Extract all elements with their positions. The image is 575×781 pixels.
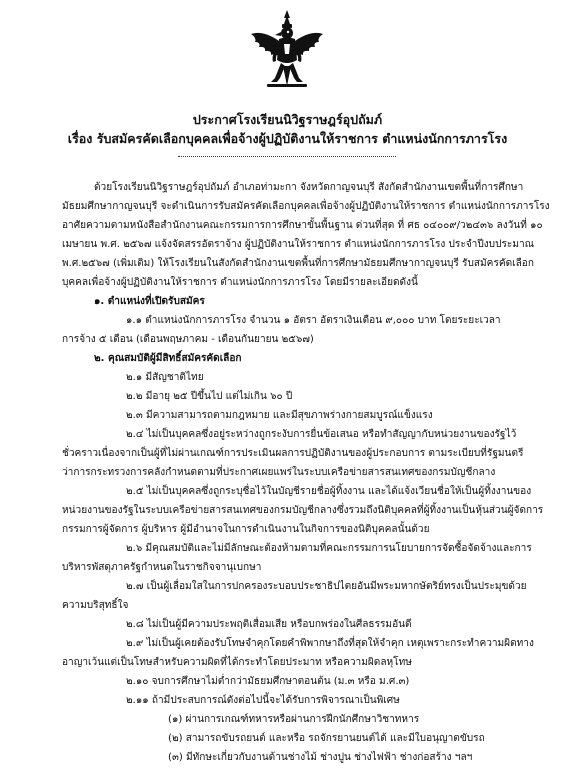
body-line: ๑.๑ ตำแหน่งนักการภารโรง จำนวน ๑ อัตรา อัตราเงินเดือน ๙,๐๐๐ บาท โดยระยะเวลา [126, 315, 501, 326]
body-line: ชั่วคราวเนื่องจากเป็นผู้ที่ไม่ผ่านเกณฑ์การประเมินผลการปฏิบัติงานของผู้ประกอบการ ตามระเบียบที่รัฐมนตรี [62, 448, 524, 459]
body-line: มัธยมศึกษากาญจนบุรี จะดำเนินการรับสมัครคัดเลือกบุคคลเพื่อจ้างผู้ปฏิบัติงานให้ราชการ ตำแหน่งนักการภารโรง [62, 201, 550, 212]
body-line: ๒.๑๑ ถ้ามีประสบการณ์ดังต่อไปนี้จะได้รับการพิจารณาเป็นพิเศษ [126, 695, 400, 706]
body-line: ๒.๓ มีความสามารถตามกฎหมาย และมีสุขภาพร่างกายสมบูรณ์แข็งแรง [126, 410, 433, 421]
title-divider [178, 156, 396, 157]
body-line: ๒.๙ ไม่เป็นผู้เคยต้องรับโทษจำคุกโดยคำพิพากษาถึงที่สุดให้จำคุก เหตุเพราะกระทำความผิดทาง [126, 638, 534, 649]
body-line: ๒.๒ มีอายุ ๒๕ ปีขึ้นไป แต่ไม่เกิน ๖๐ ปี [126, 391, 293, 402]
body-line: อาญาเว้นแต่เป็นโทษสำหรับความผิดที่ได้กระทำโดยประมาท หรือความผิดลหุโทษ [62, 657, 412, 668]
announcement-title: ประกาศโรงเรียนนิวิฐราษฎร์อุปถัมภ์ [192, 112, 383, 127]
body-line: ๒.๑ มีสัญชาติไทย [126, 372, 204, 383]
body-line: ๒.๘ ไม่เป็นผู้มีความประพฤติเสื่อมเสีย หรือบกพร่องในศีลธรรมอันดี [126, 619, 412, 630]
body-line: เมษายน พ.ศ. ๒๕๖๗ แจ้งจัดสรรอัตราจ้าง ผู้ปฏิบัติงานให้ราชการ ตำแหน่งนักการภารโรง ประจำปีงบประมาณ [62, 239, 535, 250]
body-line: ๒.๑๐ จบการศึกษาไม่ต่ำกว่ามัธยมศึกษาตอนต้น (ม.๓ หรือ ม.ศ.๓) [126, 676, 410, 687]
garuda-emblem-icon [247, 8, 327, 90]
body-line: หน่วยงานของรัฐในระบบเครือข่ายสารสนเทศของกรมบัญชีกลางซึ่งรวมถึงนิติบุคคลที่ผู้ทิ้งงานเป็นหุ้นส่วนผู้จัดการ [62, 505, 544, 516]
body-line: บุคคลเพื่อจ้างผู้ปฏิบัติงานให้ราชการ ตำแหน่งนักการภารโรง โดยมีรายละเอียดดังนี้ [62, 277, 418, 288]
body-line: ด้วยโรงเรียนนิวิฐราษฎร์อุปถัมภ์ อำเภอท่ามะกา จังหวัดกาญจนบุรี สังกัดสำนักงานเขตพื้นที่การศึกษา [94, 182, 524, 193]
section-heading: ๒. คุณสมบัติผู้มีสิทธิ์สมัครคัดเลือก [94, 353, 242, 364]
section-heading: ๑. ตำแหน่งที่เปิดรับสมัคร [94, 296, 205, 307]
body-line: ๒.๗ เป็นผู้เลื่อมใสในการปกครองระบอบประชาธิปไตยอันมีพระมหากษัตริย์ทรงเป็นประมุขด้วย [126, 581, 527, 592]
body-line: ความบริสุทธิ์ใจ [62, 600, 129, 611]
body-line: ว่าการกระทรวงการคลังกำหนดตามที่ประกาศเผยแพร่ในระบบเครือข่ายสารสนเทศของกรมบัญชีกลาง [62, 467, 496, 478]
body-line: (๒) สามารถขับรถยนต์ และหรือ รถจักรยานยนต์ได้ และมีใบอนุญาตขับรถ [168, 733, 485, 744]
body-line: พ.ศ.๒๕๖๗ (เพิ่มเติม) ให้โรงเรียนในสังกัดสำนักงานเขตพื้นที่การศึกษามัธยมศึกษากาญจนบุรี รับสมัครคัดเลือก [62, 258, 534, 269]
body-line: อาศัยความตามหนังสือสำนักงานคณะกรรมการการศึกษาขั้นพื้นฐาน ด่วนที่สุด ที่ ศธ ๐๔๐๐๙/ว๒๔๓๖ ลงวันที่ ๑๐ [62, 220, 543, 231]
body-line: การจ้าง ๕ เดือน (เดือนพฤษภาคม - เดือนกันยายน ๒๕๖๗) [62, 334, 314, 345]
body-line: (๓) มีทักษะเกี่ยวกับงานด้านช่างไม้ ช่างปูน ช่างไฟฟ้า ช่างก่อสร้าง ฯลฯ [168, 752, 473, 763]
body-line: ๒.๖ มีคุณสมบัติและไม่มีลักษณะต้องห้ามตามที่คณะกรรมการนโยบายการจัดซื้อจัดจ้างและการ [126, 543, 532, 554]
body-line: ๒.๔ ไม่เป็นบุคคลซึ่งอยู่ระหว่างถูกระงับการยื่นข้อเสนอ หรือทำสัญญากับหน่วยงานของรัฐไว้ [126, 429, 517, 440]
body-line: บริหารพัสดุภาครัฐกำหนดในราชกิจจานุเบกษา [62, 562, 262, 573]
body-line: (๑) ผ่านการเกณฑ์ทหารหรือผ่านการฝึกนักศึกษาวิชาทหาร [168, 714, 420, 725]
announcement-subject: เรื่อง รับสมัครคัดเลือกบุคคลเพื่อจ้างผู้ปฏิบัติงานให้ราชการ ตำแหน่งนักการภารโรง [67, 131, 508, 146]
body-line: กรรมการผู้จัดการ ผู้บริหาร ผู้มีอำนาจในการดำเนินงานในกิจการของนิติบุคคลนั้นด้วย [62, 524, 430, 535]
body-line: ๒.๕ ไม่เป็นบุคคลซึ่งถูกระบุชื่อไว้ในบัญชีรายชื่อผู้ทิ้งงาน และได้แจ้งเวียนชื่อให้เป็นผู้ทิ้งงานของ [126, 486, 532, 497]
